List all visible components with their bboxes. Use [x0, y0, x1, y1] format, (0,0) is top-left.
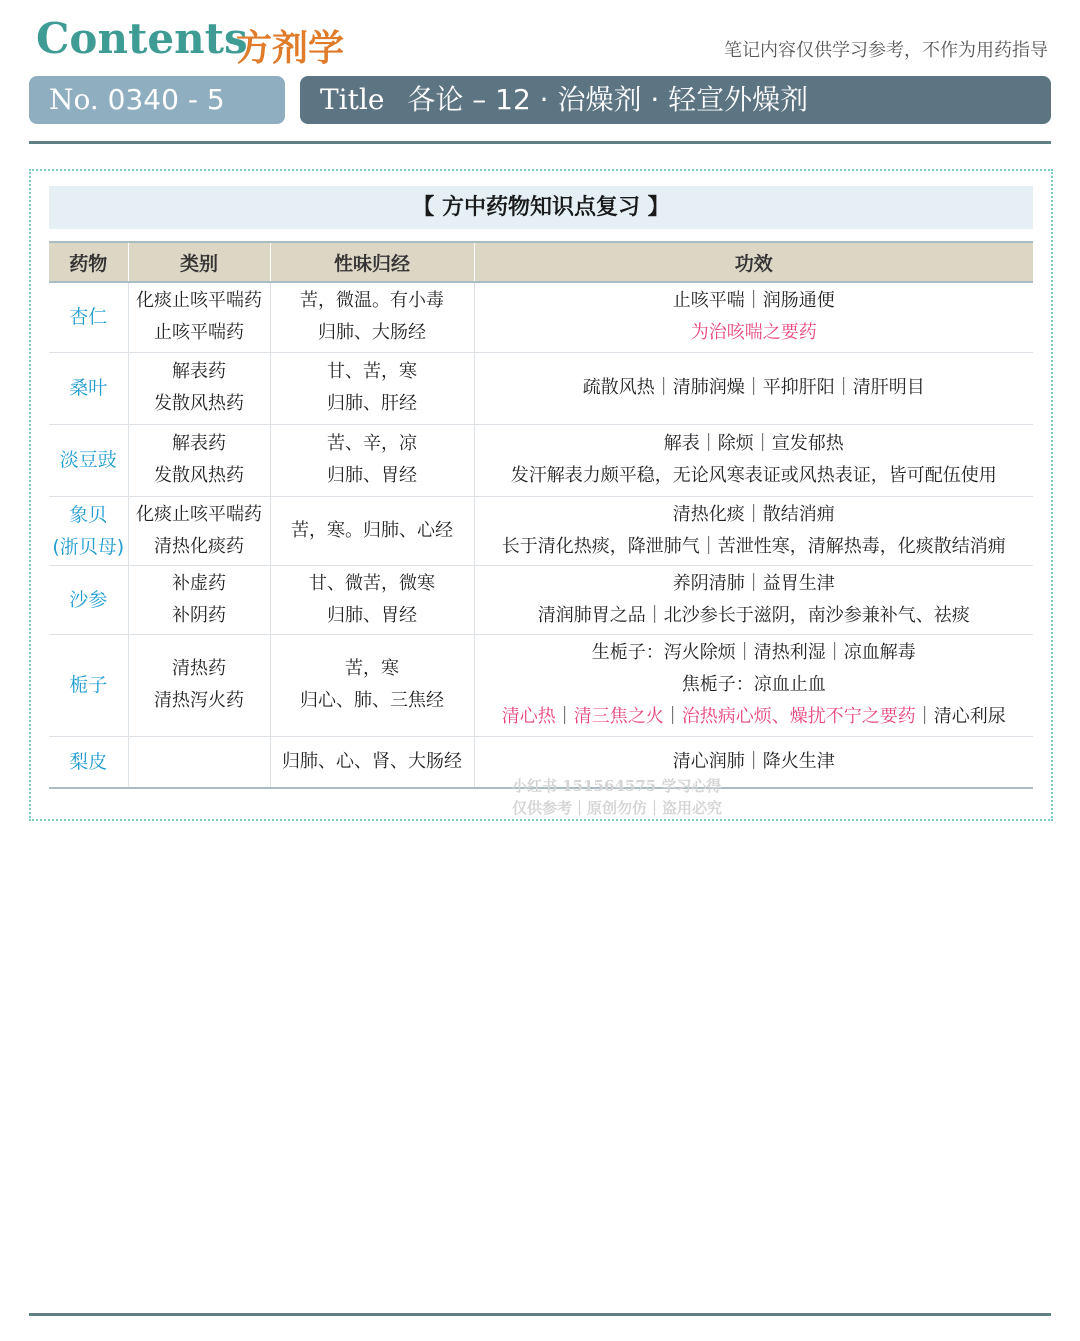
herb-category: 化痰止咳平喘药 止咳平喘药: [128, 282, 270, 352]
note-number-badge: [29, 76, 285, 124]
subject-title: 方剂学: [236, 28, 345, 69]
herb-category: 解表药 发散风热药: [128, 352, 270, 424]
table-row: [49, 352, 1033, 424]
top-divider: [29, 141, 1051, 144]
logo-contents: Contents: [36, 14, 248, 63]
herb-nature: 苦、辛，凉 归肺、胃经: [270, 424, 474, 496]
herb-alias: (浙贝母): [52, 535, 125, 558]
herb-nature: 苦，寒 归心、肺、三焦经: [270, 634, 474, 736]
herb-name: 淡豆豉: [49, 424, 128, 496]
effect-highlight: 清三焦之火: [573, 706, 664, 727]
header-herb: 药物: [49, 242, 128, 282]
effect-highlight: 为治咳喘之要药: [690, 322, 817, 344]
page-header: [0, 0, 1080, 70]
header-category: 类别: [128, 242, 270, 282]
herb-effect: 清热化痰｜散结消痈 长于清化热痰，降泄肺气｜苦泄性寒，清解热毒，化痰散结消痈: [474, 496, 1033, 565]
bottom-divider: [29, 1313, 1051, 1316]
note-title-bar: [300, 76, 1051, 124]
no-label: No.: [49, 83, 99, 116]
table-header-row: [49, 242, 1033, 282]
herb-effect: 解表｜除烦｜宣发郁热 发汗解表力颇平稳，无论风寒表证或风热表证，皆可配伍使用: [474, 424, 1033, 496]
effect-summary-line: [475, 701, 1034, 733]
herb-nature: 苦，寒。归肺、心经: [270, 496, 474, 565]
herb-name: 沙参: [49, 565, 128, 634]
separator: ｜: [555, 706, 574, 727]
herb-effect: 生栀子：泻火除烦｜清热利湿｜凉血解毒 焦栀子：凉血止血 清心热｜清三焦之火｜治热病心烦、燥扰不宁之要药｜清心利尿: [474, 634, 1033, 736]
herb-nature: 甘、苦，寒 归肺、肝经: [270, 352, 474, 424]
title-value: 各论 – 12 · 治燥剂 · 轻宣外燥剂: [407, 83, 809, 116]
title-label: Title: [320, 83, 385, 116]
table-row: [49, 565, 1033, 634]
separator: ｜: [663, 706, 682, 727]
herb-category: 解表药 发散风热药: [128, 424, 270, 496]
table-row: [49, 424, 1033, 496]
effect-highlight: 治热病心烦、燥扰不宁之要药: [681, 706, 916, 727]
header-nature: 性味归经: [270, 242, 474, 282]
card-title: 【 方中药物知识点复习 】: [49, 186, 1033, 229]
herb-name: 象贝 (浙贝母): [49, 496, 128, 565]
effect-tail: 清心利尿: [933, 706, 1006, 727]
herb-name: 杏仁: [49, 282, 128, 352]
herb-effect: 养阴清肺｜益胃生津 清润肺胃之品｜北沙参长于滋阴，南沙参兼补气、祛痰: [474, 565, 1033, 634]
herb-table: [49, 241, 1033, 789]
table-row: [49, 496, 1033, 565]
separator: ｜: [915, 706, 934, 727]
herb-category: 化痰止咳平喘药 清热化痰药: [128, 496, 270, 565]
herb-nature: 甘、微苦，微寒 归肺、胃经: [270, 565, 474, 634]
herb-nature: 苦，微温。有小毒 归肺、大肠经: [270, 282, 474, 352]
effect-highlight: 清心热: [501, 706, 556, 727]
herb-name: 栀子: [49, 634, 128, 736]
herb-effect: 疏散风热｜清肺润燥｜平抑肝阳｜清肝明目: [474, 352, 1033, 424]
no-value: 0340 - 5: [107, 83, 225, 116]
herb-name: 桑叶: [49, 352, 128, 424]
herb-category: 清热药 清热泻火药: [128, 634, 270, 736]
herb-nature: 归肺、心、肾、大肠经: [270, 736, 474, 788]
herb-effect: 止咳平喘｜润肠通便 为治咳喘之要药: [474, 282, 1033, 352]
watermark: 小红书 151564575 学习心得 仅供参考｜原创勿仿｜盗用必究: [512, 777, 723, 817]
disclaimer: 笔记内容仅供学习参考，不作为用药指导: [724, 40, 1048, 61]
herb-name: 梨皮: [49, 736, 128, 788]
table-row: [49, 282, 1033, 352]
header-effect: 功效: [474, 242, 1033, 282]
table-row: [49, 634, 1033, 736]
herb-category: [128, 736, 270, 788]
herb-category: 补虚药 补阴药: [128, 565, 270, 634]
herb-effect: 清心润肺｜降火生津: [474, 736, 1033, 788]
